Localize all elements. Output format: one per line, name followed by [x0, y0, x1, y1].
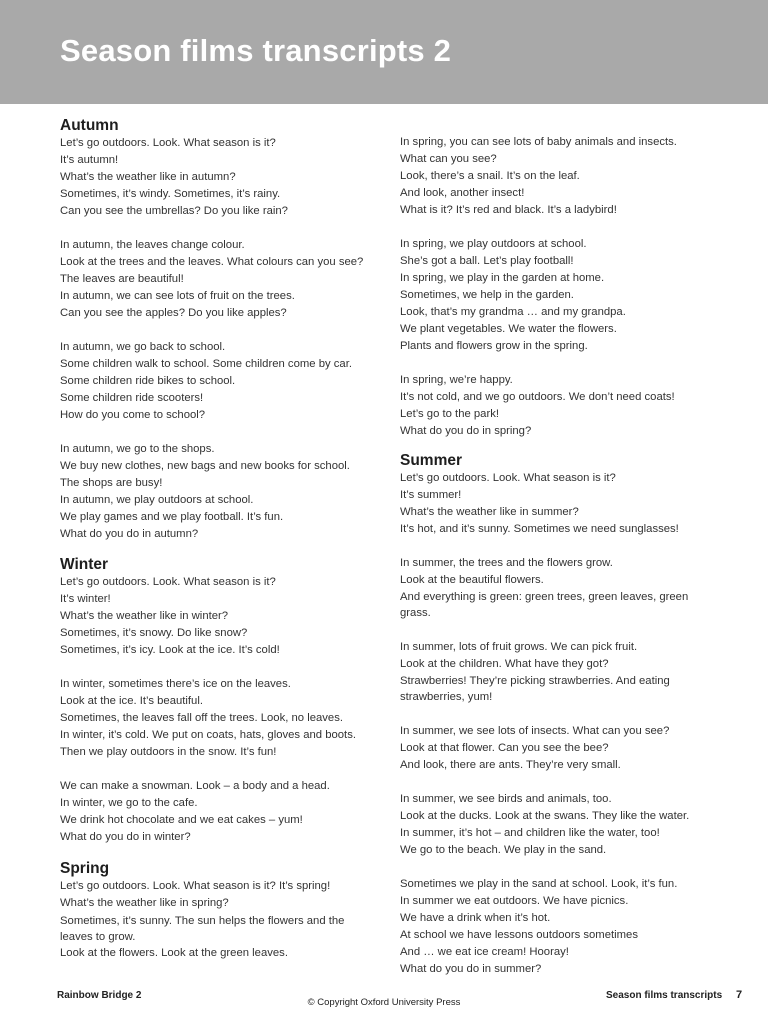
- footer-section-title: Season films transcripts: [606, 990, 723, 1001]
- footer-copyright: © Copyright Oxford University Press: [307, 997, 461, 1008]
- summer-paragraph-1: [400, 470, 705, 538]
- text-line: Look at the children. What have they got?: [400, 658, 609, 670]
- text-line: Some children walk to school. Some children come by car.: [60, 358, 352, 370]
- text-line: Plants and flowers grow in the spring.: [400, 340, 588, 352]
- text-line: What’s the weather like in autumn?: [60, 171, 236, 183]
- autumn-paragraph-3: [60, 339, 370, 424]
- text-line: It’s hot, and it’s sunny. Sometimes we need sunglasses!: [400, 523, 679, 535]
- winter-heading: Winter: [60, 556, 109, 573]
- text-line: In summer, we see birds and animals, too.: [400, 793, 612, 805]
- page-header: [0, 0, 768, 104]
- text-line: In winter, we go to the cafe.: [60, 797, 198, 809]
- text-line: And … we eat ice cream! Hooray!: [400, 946, 569, 958]
- text-line: We go to the beach. We play in the sand.: [400, 844, 607, 856]
- text-line: In autumn, the leaves change colour.: [60, 239, 245, 251]
- text-line: Sometimes we play in the sand at school. Look, it’s fun.: [400, 878, 678, 890]
- text-line: Look at the beautiful flowers.: [400, 574, 544, 586]
- text-line: It’s not cold, and we go outdoors. We don’t need coats!: [400, 391, 675, 403]
- text-line: In autumn, we can see lots of fruit on the trees.: [60, 290, 295, 302]
- text-line: Look at the ice. It’s beautiful.: [60, 695, 203, 707]
- winter-paragraph-1: [60, 574, 370, 659]
- text-line: Let’s go outdoors. Look. What season is it?: [400, 472, 616, 484]
- footer-book-title: Rainbow Bridge 2: [57, 990, 142, 1001]
- winter-section: [60, 556, 370, 846]
- text-line: Let’s go outdoors. Look. What season is it?: [60, 137, 276, 149]
- text-line: What can you see?: [400, 153, 497, 165]
- winter-paragraph-3: [60, 778, 370, 846]
- text-line: The leaves are beautiful!: [60, 273, 184, 285]
- text-line: Let’s go outdoors. Look. What season is it?: [60, 576, 276, 588]
- text-line: In autumn, we go back to school.: [60, 341, 226, 353]
- summer-paragraph-3: [400, 639, 705, 705]
- text-line: At school we have lessons outdoors sometimes: [400, 929, 638, 941]
- summer-section: [400, 452, 705, 978]
- text-line: We have a drink when it’s hot.: [400, 912, 551, 924]
- summer-paragraph-5: [400, 791, 705, 859]
- winter-paragraph-2: [60, 676, 370, 761]
- spring-paragraph-2: [400, 134, 705, 219]
- text-line-wrapped: Strawberries! They’re picking strawberries. And eating strawberries, yum!: [400, 675, 670, 703]
- summer-heading: Summer: [400, 452, 463, 469]
- text-line: Sometimes, the leaves fall off the trees. Look, no leaves.: [60, 712, 343, 724]
- text-line: In summer, the trees and the flowers grow.: [400, 557, 613, 569]
- text-line-wrapped: And everything is green: green trees, green leaves, green grass.: [400, 591, 689, 619]
- text-line: We can make a snowman. Look – a body and a head.: [60, 780, 330, 792]
- spring-continued: [400, 134, 705, 440]
- text-line: It’s autumn!: [60, 154, 119, 166]
- text-line: We plant vegetables. We water the flowers.: [400, 323, 617, 335]
- text-line: Then we play outdoors in the snow. It’s fun!: [60, 746, 277, 758]
- text-line: We buy new clothes, new bags and new books for school.: [60, 460, 350, 472]
- text-line: And look, there are ants. They’re very small.: [400, 759, 621, 771]
- text-line: Sometimes, it’s icy. Look at the ice. It’s cold!: [60, 644, 280, 656]
- text-line: In spring, we’re happy.: [400, 374, 513, 386]
- text-line: Can you see the apples? Do you like apples?: [60, 307, 287, 319]
- text-line: Look at the ducks. Look at the swans. They like the water.: [400, 810, 690, 822]
- summer-paragraph-4: [400, 723, 705, 774]
- text-line: In spring, we play in the garden at home.: [400, 272, 605, 284]
- text-line: In winter, it’s cold. We put on coats, hats, gloves and boots.: [60, 729, 356, 741]
- text-line: What do you do in spring?: [400, 425, 532, 437]
- text-line: In summer we eat outdoors. We have picnics.: [400, 895, 629, 907]
- spring-heading: Spring: [60, 860, 110, 877]
- text-line: Can you see the umbrellas? Do you like rain?: [60, 205, 288, 217]
- page-number: 7: [736, 989, 743, 1001]
- page-title: Season films transcripts 2: [60, 33, 452, 68]
- text-line: And look, another insect!: [400, 187, 525, 199]
- text-line: What do you do in winter?: [60, 831, 191, 843]
- text-line: Sometimes, it’s windy. Sometimes, it’s rainy.: [60, 188, 281, 200]
- spring-paragraph-3: [400, 236, 705, 355]
- text-line: In autumn, we go to the shops.: [60, 443, 215, 455]
- text-line: In spring, we play outdoors at school.: [400, 238, 587, 250]
- text-line: What do you do in autumn?: [60, 528, 199, 540]
- autumn-paragraph-4: [60, 441, 370, 543]
- text-line: Let’s go outdoors. Look. What season is it? It’s spring!: [60, 880, 331, 892]
- text-line: Sometimes, it’s snowy. Do like snow?: [60, 627, 248, 639]
- text-line: We play games and we play football. It’s fun.: [60, 511, 284, 523]
- summer-paragraph-2: [400, 555, 705, 621]
- text-line: In summer, we see lots of insects. What can you see?: [400, 725, 670, 737]
- text-line: Let’s go to the park!: [400, 408, 500, 420]
- text-line: How do you come to school?: [60, 409, 206, 421]
- text-line: What’s the weather like in winter?: [60, 610, 229, 622]
- text-line: It’s summer!: [400, 489, 462, 501]
- text-line: In summer, it’s hot – and children like the water, too!: [400, 827, 660, 839]
- summer-paragraph-6: [400, 876, 705, 978]
- text-line-wrapped: Sometimes, it’s sunny. The sun helps the flowers and the leaves to grow.: [60, 915, 345, 943]
- text-line: In autumn, we play outdoors at school.: [60, 494, 254, 506]
- text-line: What’s the weather like in spring?: [60, 897, 229, 909]
- text-line: What do you do in summer?: [400, 963, 542, 975]
- text-line: Look at that flower. Can you see the bee?: [400, 742, 609, 754]
- spring-paragraph-1: [60, 878, 370, 962]
- text-line: She’s got a ball. Let’s play football!: [400, 255, 574, 267]
- text-line: It’s winter!: [60, 593, 111, 605]
- spring-section: [60, 860, 370, 962]
- text-line: The shops are busy!: [60, 477, 163, 489]
- text-line: In spring, you can see lots of baby animals and insects.: [400, 136, 677, 148]
- text-line: Look, that’s my grandma … and my grandpa.: [400, 306, 626, 318]
- text-line: Sometimes, we help in the garden.: [400, 289, 574, 301]
- text-line: In summer, lots of fruit grows. We can pick fruit.: [400, 641, 638, 653]
- text-line: In winter, sometimes there’s ice on the leaves.: [60, 678, 291, 690]
- text-line: Some children ride bikes to school.: [60, 375, 236, 387]
- page-footer: [0, 988, 768, 1018]
- text-line: Look, there’s a snail. It’s on the leaf.: [400, 170, 580, 182]
- autumn-heading: Autumn: [60, 117, 119, 134]
- text-line: We drink hot chocolate and we eat cakes – yum!: [60, 814, 303, 826]
- text-line: Some children ride scooters!: [60, 392, 204, 404]
- autumn-paragraph-1: [60, 135, 370, 220]
- text-line: Look at the flowers. Look at the green leaves.: [60, 947, 288, 959]
- autumn-section: [60, 117, 370, 543]
- text-line: What is it? It’s red and black. It’s a ladybird!: [400, 204, 617, 216]
- autumn-paragraph-2: [60, 237, 370, 322]
- text-line: What’s the weather like in summer?: [400, 506, 579, 518]
- spring-paragraph-4: [400, 372, 705, 440]
- text-line: Look at the trees and the leaves. What colours can you see?: [60, 256, 364, 268]
